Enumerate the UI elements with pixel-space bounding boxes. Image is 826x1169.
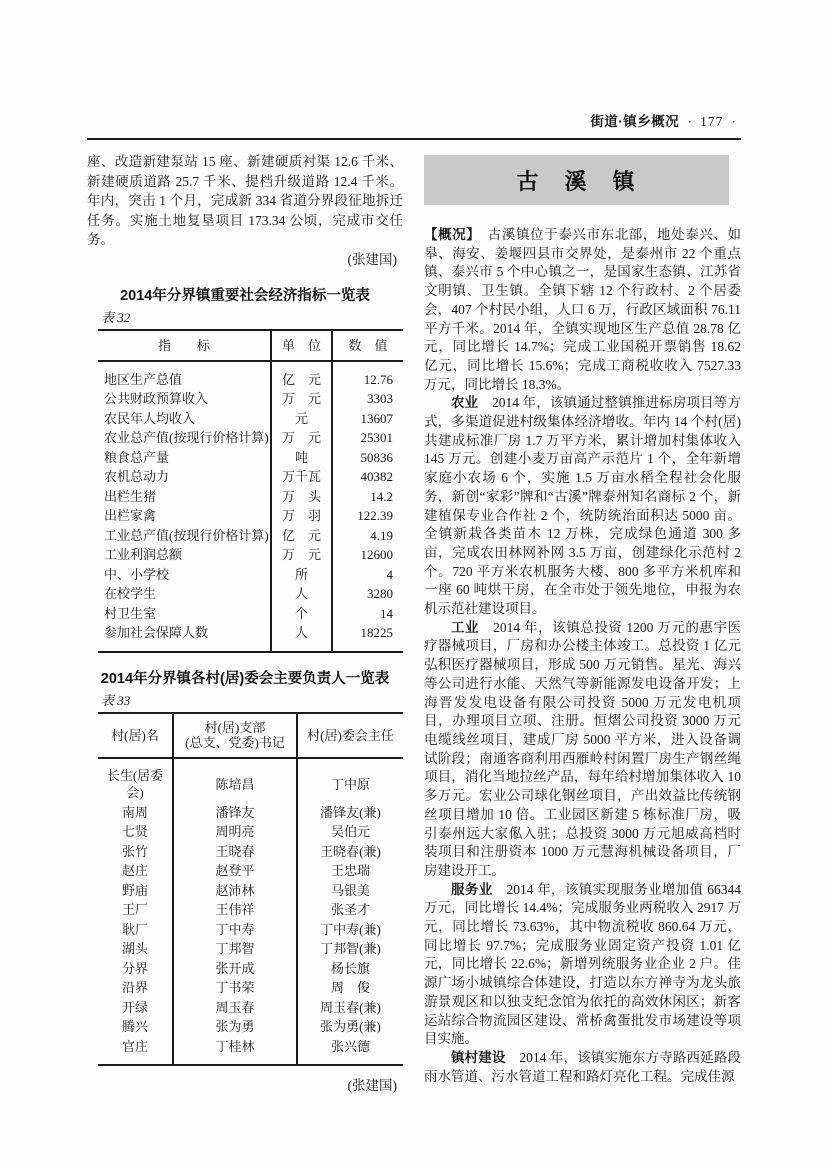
table33-label: 表 33 (101, 692, 131, 708)
village-name: 南周 (98, 803, 173, 823)
village-name: 分界 (98, 959, 173, 979)
indicator-name: 出栏家禽 (98, 506, 271, 526)
indicator-name: 地区生产总值 (98, 361, 271, 390)
director-name: 周玉春(兼) (320, 999, 381, 1015)
secretary-name: 王伟祥 (173, 900, 297, 920)
indicator-value: 14 (380, 605, 393, 621)
section-paragraph (424, 619, 741, 881)
table33 (98, 712, 403, 1067)
table-row (98, 881, 403, 901)
indicator-name: 参加社会保障人数 (98, 623, 271, 652)
director-name: 张为勇(兼) (320, 1019, 381, 1035)
indicator-unit: 万 元 (271, 389, 332, 409)
indicator-name: 出栏生猪 (98, 487, 271, 507)
director-name: 周 俊 (330, 980, 370, 996)
village-name: 王厂 (98, 900, 173, 920)
village-name: 野庙 (98, 881, 173, 901)
section-text: 2014 年，该镇实现服务业增加值 66344 万元，同比增长 14.4%；完成服务业两税收入 2917 万元，同比增长 73.63%，其中物流税收 860.64 万元，同比增长 97.7%；完成服务业固定资产投资 1.01 亿元，同比增长 22.6%；新增列统服务业企业 2 户。佳源广场小城镇综合体建设，打造以东方禅寺为龙头旅游景观区和以独支纪念馆为依托的高效休闲区；新客运站综合物流园区建设、常桥禽蛋批发市场建设等项目实施。 (424, 881, 742, 1047)
table32-header (98, 330, 403, 361)
section-label: 工业 (451, 619, 480, 635)
table32-header-indicator: 指 标 (98, 330, 271, 361)
table-row (98, 584, 403, 604)
table33-header-secretary-line1: 村(居)支部 (204, 719, 266, 735)
indicator-value: 13607 (360, 410, 393, 426)
section-label: 农业 (451, 395, 479, 411)
director-name: 杨长旗 (330, 960, 370, 976)
table-row (98, 861, 403, 881)
table33-signature: (张建国) (347, 1078, 397, 1094)
right-column (424, 150, 741, 1086)
overview-label: 【概况】 (424, 227, 474, 242)
intro-paragraph: 座、改造新建泵站 15 座、新建硬质衬渠 12.6 千米、新建硬质道路 25.7 千米、提档升级道路 12.4 千米。年内，突击 1 个月，完成新 334 省道分界段征地拆迁任务。实施土地复垦项目 173.34 公顷，完成市交任务。 (87, 154, 403, 248)
table-row (98, 389, 403, 409)
indicator-value: 4 (386, 566, 393, 582)
section-paragraph (424, 881, 741, 1049)
section-label: 镇村建设 (451, 1049, 506, 1065)
indicator-unit: 人 (271, 623, 332, 652)
section-paragraph (424, 1049, 741, 1086)
table-row (98, 803, 403, 823)
secretary-name: 潘锋友 (173, 803, 297, 823)
table32-label: 表 32 (101, 309, 131, 325)
indicator-value: 25301 (360, 430, 393, 446)
table-row (98, 939, 403, 959)
indicator-name: 在校学生 (98, 584, 271, 604)
table32-header-unit: 单 位 (271, 330, 332, 361)
secretary-name: 周明亮 (173, 822, 297, 842)
table33-header (98, 713, 403, 758)
indicator-name: 粮食总产量 (98, 448, 271, 468)
indicator-name: 公共财政预算收入 (98, 389, 271, 409)
indicator-unit: 元 (271, 409, 332, 429)
director-name: 丁邦智(兼) (320, 941, 381, 957)
director-name: 张圣才 (330, 902, 370, 918)
table33-header-row (98, 713, 403, 758)
indicator-value: 50836 (360, 449, 393, 465)
table33-header-village: 村(居)名 (98, 713, 173, 758)
running-head (87, 112, 741, 132)
overview-paragraph (424, 226, 741, 394)
table-row (98, 920, 403, 940)
intro-signature: (张建国) (347, 251, 397, 267)
section-paragraph (424, 394, 741, 618)
village-name: 长生(居委会) (98, 758, 173, 803)
table33-body (98, 758, 403, 1066)
table-row (98, 998, 403, 1018)
village-name: 官庄 (98, 1037, 173, 1066)
secretary-name: 丁邦智 (173, 939, 297, 959)
section-text: 2014 年，该镇总投资 1200 万元的惠宇医疗器械项目，厂房和办公楼主体竣工。总投资 1 亿元弘积医疗器械项目，形成 500 万元销售。星光、海兴等公司进行水能、天然气等新能源发电设备开发；上海晋发发电设备有限公司投资 5000 万元发电机项目，办理项目立项、注册。恒熠公司投资 3000 万元电缆线丝项目，建成厂房 5000 平方米，进入设备调试阶段；南通客商利用西雁岭村闲置厂房生产钢丝绳项目，消化当地拉丝产品，每年给村增加集体收入 10 多万元。宏业公司球化钢丝项目，产出效益比传统钢丝项目增加 10 倍。工业园区新建 5 栋标准厂房，吸引泰州远大家俬入驻；总投资 3000 万元旭威高档时装项目和注册资本 1000 万元慧海机械设备项目，厂房建设开工。 (424, 619, 742, 878)
village-name: 张竹 (98, 842, 173, 862)
indicator-value: 12600 (360, 547, 393, 563)
table-row (98, 428, 403, 448)
table32 (98, 329, 403, 653)
village-name: 腾兴 (98, 1017, 173, 1037)
table-row (98, 900, 403, 920)
table-row (98, 842, 403, 862)
table32-header-value: 数 值 (332, 330, 403, 361)
indicator-unit: 万 元 (271, 428, 332, 448)
table-row (98, 526, 403, 546)
indicator-value: 40382 (360, 469, 393, 485)
overview-text: 古溪镇位于泰兴市东北部，地处泰兴、如皋、海安、姜堰四县市交界处，是泰州市 22 个重点镇、泰兴市 5 个中心镇之一，是国家生态镇、江苏省文明镇、卫生镇。全镇下辖 12 个行政村、2 个居委会，407 个村民小组，人口 6 万，行政区域面积 76.11 平方千米。2014 年，全镇实现地区生产总值 28.78 亿元，同比增长 14.7%；完成工业国税开票销售 18.62 亿元，同比增长 15.6%；完成工商税收收入 7527.33 万元，同比增长 18.3%。 (424, 227, 742, 392)
header-section-title: 街道·镇乡概况 (590, 114, 680, 129)
indicator-unit: 万 元 (271, 545, 332, 565)
table-row (98, 623, 403, 652)
table-row (98, 959, 403, 979)
table33-header-director: 村(居)委会主任 (297, 713, 403, 758)
indicator-value: 12.76 (363, 371, 393, 387)
section-text: 2014 年，该镇实施东方寺路西延路段雨水管道、污水管道工程和路灯亮化工程。完成佳源 (424, 1049, 742, 1084)
table32-title: 2014年分界镇重要社会经济指标一览表 (120, 287, 370, 304)
header-dot: · (687, 114, 692, 129)
header-rule (87, 138, 741, 140)
header-dot: · (731, 114, 736, 129)
table-row (98, 467, 403, 487)
director-name: 丁中寿(兼) (320, 921, 381, 937)
indicator-unit: 个 (271, 604, 332, 624)
director-name: 王晓春(兼) (320, 843, 381, 859)
table-row (98, 1037, 403, 1066)
director-name: 丁中原 (330, 776, 370, 792)
indicator-unit: 万 羽 (271, 506, 332, 526)
indicator-unit: 所 (271, 565, 332, 585)
village-name: 开绿 (98, 998, 173, 1018)
secretary-name: 周玉春 (173, 998, 297, 1018)
table33-header-secretary (173, 713, 297, 758)
indicator-name: 村卫生室 (98, 604, 271, 624)
left-column (87, 152, 403, 1096)
indicator-unit: 亿 元 (271, 526, 332, 546)
table-row (98, 545, 403, 565)
secretary-name: 丁桂林 (173, 1037, 297, 1066)
secretary-name: 王晓春 (173, 842, 297, 862)
indicator-name: 农民年人均收入 (98, 409, 271, 429)
indicator-unit: 万 头 (271, 487, 332, 507)
table-row (98, 506, 403, 526)
indicator-name: 农机总动力 (98, 467, 271, 487)
table-row (98, 604, 403, 624)
indicator-name: 农业总产值(按现行价格计算) (98, 428, 271, 448)
village-name: 沿界 (98, 978, 173, 998)
table-row (98, 487, 403, 507)
director-name: 马银美 (330, 882, 370, 898)
indicator-unit: 万千瓦 (271, 467, 332, 487)
indicator-unit: 亿 元 (271, 361, 332, 390)
indicator-value: 3280 (367, 586, 393, 602)
secretary-name: 陈培昌 (173, 758, 297, 803)
section-paragraphs (424, 394, 741, 1086)
table-row (98, 448, 403, 468)
indicator-unit: 人 (271, 584, 332, 604)
table32-body (98, 361, 403, 652)
section-text: 2014 年，该镇通过整镇推进标房项目等方式，多渠道促进村级集体经济增收。年内 14 个村(居)共建成标准厂房 1.7 万平方米，累计增加村集体收入 145 万元。创建小麦万亩高产示范片 1 个，全年新增家庭小农场 6 个，实施 1.5 万亩水稻全程社会化服务，新创“家彩”牌和“古溪”牌泰州知名商标 2 个，新建植保专业合作社 2 个，统防统治面积达 5000 亩。全镇新栽各类苗木 12 万株，完成绿色通道 300 多亩，完成农田林网补网 3.5 万亩，创建绿化示范村 2 个。720 平方米农机服务大楼、800 多平方米机库和一座 60 吨烘干房，在全市处于领先地位，申报为农机示范社建设项目。 (424, 395, 742, 617)
village-name: 赵庄 (98, 861, 173, 881)
secretary-name: 丁中寿 (173, 920, 297, 940)
director-name: 张兴德 (330, 1038, 370, 1054)
indicator-name: 工业总产值(按现行价格计算) (98, 526, 271, 546)
village-name: 七贤 (98, 822, 173, 842)
secretary-name: 赵沛林 (173, 881, 297, 901)
table-row (98, 1017, 403, 1037)
indicator-value: 4.19 (370, 527, 393, 543)
town-title-banner (424, 155, 729, 205)
indicator-name: 工业利润总额 (98, 545, 271, 565)
indicator-value: 14.2 (370, 488, 393, 504)
indicator-unit: 吨 (271, 448, 332, 468)
village-name: 耿厂 (98, 920, 173, 940)
secretary-name: 丁书荣 (173, 978, 297, 998)
table33-title: 2014年分界镇各村(居)委会主要负责人一览表 (100, 670, 390, 687)
indicator-value: 18225 (360, 625, 393, 641)
indicator-name: 中、小学校 (98, 565, 271, 585)
secretary-name: 张为勇 (173, 1017, 297, 1037)
secretary-name: 张开成 (173, 959, 297, 979)
secretary-name: 赵登平 (173, 861, 297, 881)
table-row (98, 565, 403, 585)
table32-header-row (98, 330, 403, 361)
town-title: 古 溪 镇 (516, 168, 637, 194)
director-name: 王忠瑞 (330, 863, 370, 879)
table-row (98, 978, 403, 998)
section-label: 服务业 (451, 881, 493, 897)
table-row (98, 758, 403, 803)
indicator-value: 122.39 (357, 508, 393, 524)
page-number: 177 (700, 114, 724, 129)
table-row (98, 409, 403, 429)
table-row (98, 361, 403, 390)
director-name: 潘锋友(兼) (320, 804, 381, 820)
table-row (98, 822, 403, 842)
indicator-value: 3303 (367, 391, 393, 407)
village-name: 湖头 (98, 939, 173, 959)
table33-header-secretary-line2: (总支、党委)书记 (185, 735, 285, 751)
director-name: 吴伯元 (330, 824, 370, 840)
